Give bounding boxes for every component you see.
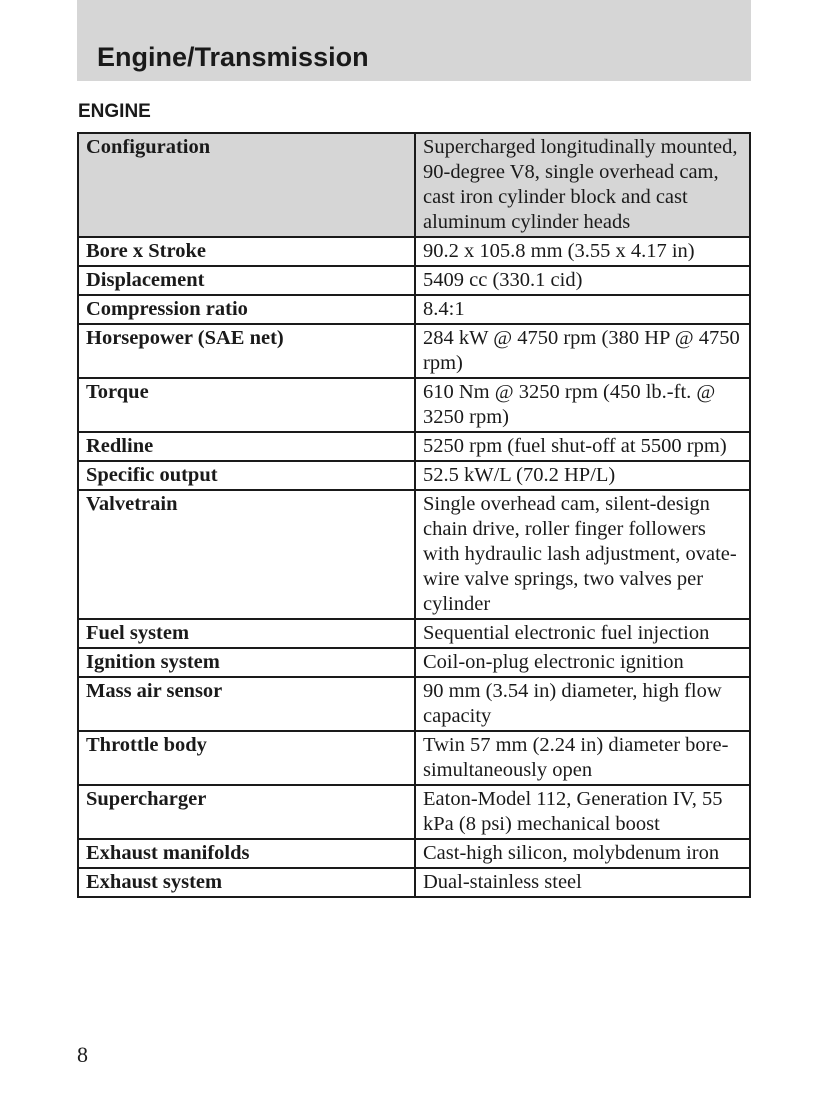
spec-value: Single overhead cam, silent-design chain drive, roller finger followers with hydraulic lash adjustment, ovate-wire valve springs, two valves per cylinder — [415, 490, 750, 619]
spec-label: Torque — [78, 378, 415, 432]
table-row — [78, 677, 750, 731]
table-row — [78, 490, 750, 619]
spec-value: 5250 rpm (fuel shut-off at 5500 rpm) — [415, 432, 750, 461]
spec-value: 8.4:1 — [415, 295, 750, 324]
table-row — [78, 324, 750, 378]
table-row — [78, 295, 750, 324]
table-row — [78, 432, 750, 461]
spec-value: 90.2 x 105.8 mm (3.55 x 4.17 in) — [415, 237, 750, 266]
spec-label: Valvetrain — [78, 490, 415, 619]
spec-label: Throttle body — [78, 731, 415, 785]
spec-label: Ignition system — [78, 648, 415, 677]
table-row — [78, 461, 750, 490]
spec-value: 610 Nm @ 3250 rpm (450 lb.-ft. @ 3250 rpm) — [415, 378, 750, 432]
page-title: Engine/Transmission — [97, 42, 369, 72]
spec-value: 52.5 kW/L (70.2 HP/L) — [415, 461, 750, 490]
spec-value: Twin 57 mm (2.24 in) diameter bore-simultaneously open — [415, 731, 750, 785]
spec-value: Sequential electronic fuel injection — [415, 619, 750, 648]
table-row — [78, 237, 750, 266]
page-number: 8 — [77, 1042, 88, 1067]
spec-value: 284 kW @ 4750 rpm (380 HP @ 4750 rpm) — [415, 324, 750, 378]
engine-spec-table — [77, 132, 751, 898]
spec-value: Dual-stainless steel — [415, 868, 750, 897]
spec-value: 90 mm (3.54 in) diameter, high flow capacity — [415, 677, 750, 731]
spec-label: Supercharger — [78, 785, 415, 839]
spec-label: Mass air sensor — [78, 677, 415, 731]
spec-label: Exhaust system — [78, 868, 415, 897]
spec-label: Displacement — [78, 266, 415, 295]
table-row — [78, 785, 750, 839]
spec-value: Eaton-Model 112, Generation IV, 55 kPa (8 psi) mechanical boost — [415, 785, 750, 839]
spec-label: Fuel system — [78, 619, 415, 648]
table-row — [78, 133, 750, 237]
table-row — [78, 839, 750, 868]
spec-value: Cast-high silicon, molybdenum iron — [415, 839, 750, 868]
table-row — [78, 619, 750, 648]
spec-label: Bore x Stroke — [78, 237, 415, 266]
spec-label: Horsepower (SAE net) — [78, 324, 415, 378]
spec-value: Supercharged longitudinally mounted, 90-degree V8, single overhead cam, cast iron cylinder block and cast aluminum cylinder heads — [415, 133, 750, 237]
spec-value: 5409 cc (330.1 cid) — [415, 266, 750, 295]
table-row — [78, 266, 750, 295]
spec-label: Specific output — [78, 461, 415, 490]
spec-label: Redline — [78, 432, 415, 461]
table-row — [78, 648, 750, 677]
spec-label: Configuration — [78, 133, 415, 237]
spec-label: Compression ratio — [78, 295, 415, 324]
spec-value: Coil-on-plug electronic ignition — [415, 648, 750, 677]
spec-label: Exhaust manifolds — [78, 839, 415, 868]
section-heading-engine: ENGINE — [78, 101, 151, 122]
table-row — [78, 868, 750, 897]
page-header-band — [77, 0, 751, 81]
table-row — [78, 378, 750, 432]
table-row — [78, 731, 750, 785]
